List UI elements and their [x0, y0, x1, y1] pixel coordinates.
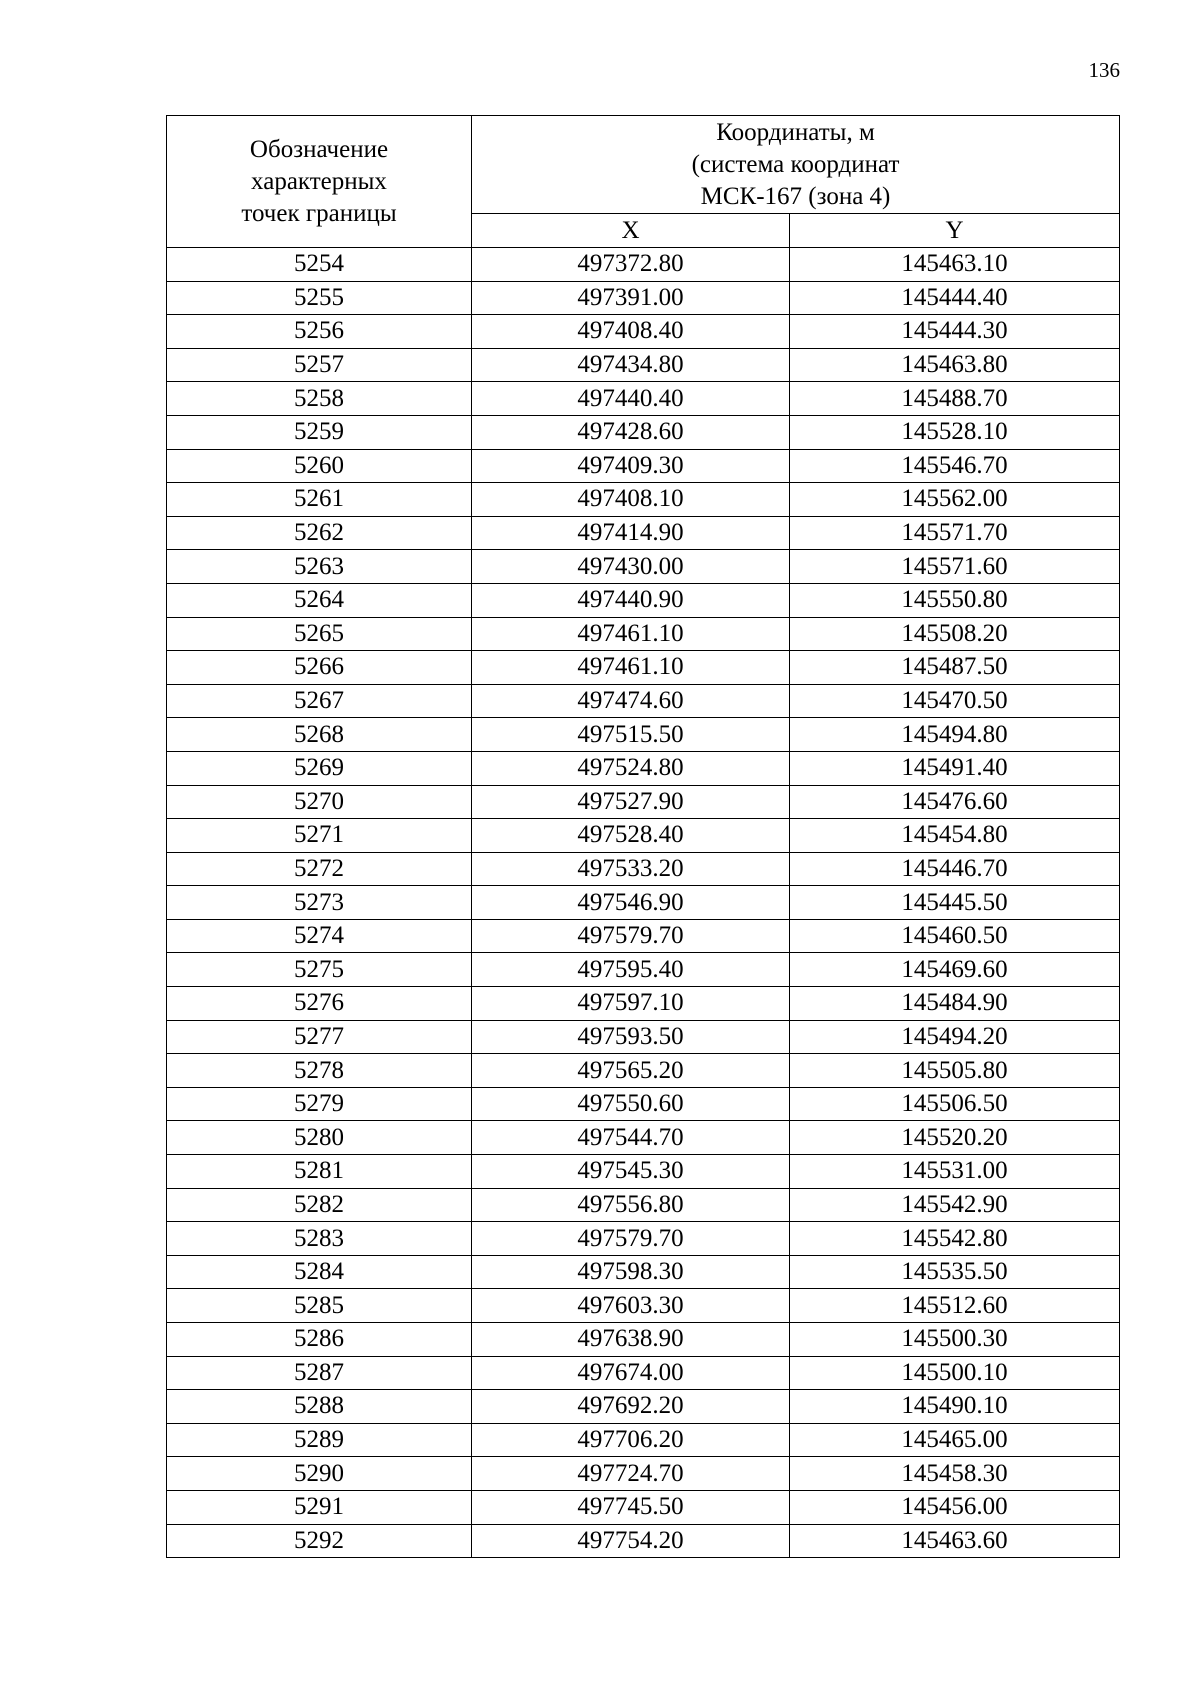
table-row: [167, 718, 1120, 752]
table-row: [167, 1323, 1120, 1357]
table-row: [167, 1188, 1120, 1222]
y-coordinate-cell: 145531.00: [790, 1155, 1120, 1189]
page-number: 136: [1088, 58, 1120, 82]
x-coordinate-cell: 497565.20: [472, 1054, 790, 1088]
y-coordinate-cell: 145463.10: [790, 248, 1120, 282]
point-cell: 5255: [167, 281, 472, 315]
point-cell: 5270: [167, 785, 472, 819]
y-coordinate-cell: 145465.00: [790, 1423, 1120, 1457]
x-coordinate-cell: 497579.70: [472, 1222, 790, 1256]
table-row: [167, 1121, 1120, 1155]
point-cell: 5268: [167, 718, 472, 752]
point-header-line: Обозначение: [249, 135, 389, 163]
point-cell: 5259: [167, 415, 472, 449]
point-cell: 5288: [167, 1390, 472, 1424]
point-designation-header: [167, 116, 472, 248]
table-row: [167, 1255, 1120, 1289]
table-row: [167, 1457, 1120, 1491]
x-coordinate-cell: 497550.60: [472, 1087, 790, 1121]
table-row: [167, 987, 1120, 1021]
x-coordinate-cell: 497408.40: [472, 315, 790, 349]
y-coordinate-cell: 145546.70: [790, 449, 1120, 483]
x-coordinate-cell: 497579.70: [472, 919, 790, 953]
x-coordinate-cell: 497409.30: [472, 449, 790, 483]
y-coordinate-cell: 145463.80: [790, 348, 1120, 382]
table-row: [167, 785, 1120, 819]
table-row: [167, 1524, 1120, 1558]
x-coordinate-cell: 497597.10: [472, 987, 790, 1021]
y-coordinate-cell: 145458.30: [790, 1457, 1120, 1491]
x-coordinate-cell: 497544.70: [472, 1121, 790, 1155]
point-cell: 5290: [167, 1457, 472, 1491]
y-coordinate-cell: 145542.90: [790, 1188, 1120, 1222]
x-coordinate-cell: 497556.80: [472, 1188, 790, 1222]
y-coordinate-cell: 145508.20: [790, 617, 1120, 651]
table-row: [167, 651, 1120, 685]
x-coordinate-cell: 497603.30: [472, 1289, 790, 1323]
point-cell: 5282: [167, 1188, 472, 1222]
table-row: [167, 1155, 1120, 1189]
point-cell: 5286: [167, 1323, 472, 1357]
point-cell: 5262: [167, 516, 472, 550]
x-coordinate-cell: 497430.00: [472, 550, 790, 584]
coordinates-table: [166, 115, 1120, 1558]
x-coordinate-cell: 497391.00: [472, 281, 790, 315]
table-row: [167, 617, 1120, 651]
x-coordinate-cell: 497372.80: [472, 248, 790, 282]
x-coordinate-cell: 497674.00: [472, 1356, 790, 1390]
point-cell: 5292: [167, 1524, 472, 1558]
point-cell: 5273: [167, 886, 472, 920]
table-row: [167, 1390, 1120, 1424]
y-coordinate-cell: 145460.50: [790, 919, 1120, 953]
y-coordinate-cell: 145484.90: [790, 987, 1120, 1021]
y-coordinate-cell: 145469.60: [790, 953, 1120, 987]
x-coordinate-cell: 497461.10: [472, 617, 790, 651]
y-coordinate-cell: 145506.50: [790, 1087, 1120, 1121]
table-row: [167, 1020, 1120, 1054]
x-coordinate-cell: 497546.90: [472, 886, 790, 920]
x-coordinate-cell: 497440.90: [472, 583, 790, 617]
table-row: [167, 583, 1120, 617]
x-coordinate-cell: 497434.80: [472, 348, 790, 382]
y-coordinate-cell: 145500.10: [790, 1356, 1120, 1390]
y-coordinate-cell: 145550.80: [790, 583, 1120, 617]
point-cell: 5264: [167, 583, 472, 617]
table-row: [167, 382, 1120, 416]
coords-header-line: Координаты, м: [716, 118, 875, 146]
x-coordinate-cell: 497692.20: [472, 1390, 790, 1424]
y-coordinate-cell: 145487.50: [790, 651, 1120, 685]
table-row: [167, 852, 1120, 886]
table-row: [167, 415, 1120, 449]
y-coordinate-cell: 145454.80: [790, 819, 1120, 853]
x-coordinate-cell: 497706.20: [472, 1423, 790, 1457]
point-cell: 5260: [167, 449, 472, 483]
point-cell: 5283: [167, 1222, 472, 1256]
table-row: [167, 1087, 1120, 1121]
point-cell: 5281: [167, 1155, 472, 1189]
y-coordinate-cell: 145490.10: [790, 1390, 1120, 1424]
y-coordinate-cell: 145446.70: [790, 852, 1120, 886]
y-coordinate-cell: 145535.50: [790, 1255, 1120, 1289]
y-coordinate-cell: 145456.00: [790, 1490, 1120, 1524]
point-cell: 5261: [167, 483, 472, 517]
point-cell: 5272: [167, 852, 472, 886]
table-row: [167, 1222, 1120, 1256]
point-cell: 5257: [167, 348, 472, 382]
x-coordinate-cell: 497461.10: [472, 651, 790, 685]
x-coordinate-cell: 497745.50: [472, 1490, 790, 1524]
y-coordinate-cell: 145562.00: [790, 483, 1120, 517]
x-column-header: X: [472, 214, 790, 248]
point-header-line: точек границы: [241, 199, 397, 227]
x-coordinate-cell: 497440.40: [472, 382, 790, 416]
point-cell: 5285: [167, 1289, 472, 1323]
point-cell: 5274: [167, 919, 472, 953]
table-row: [167, 348, 1120, 382]
y-coordinate-cell: 145470.50: [790, 684, 1120, 718]
point-header-line: характерных: [251, 167, 387, 195]
y-coordinate-cell: 145445.50: [790, 886, 1120, 920]
point-cell: 5289: [167, 1423, 472, 1457]
x-coordinate-cell: 497474.60: [472, 684, 790, 718]
y-coordinate-cell: 145542.80: [790, 1222, 1120, 1256]
x-coordinate-cell: 497414.90: [472, 516, 790, 550]
point-cell: 5267: [167, 684, 472, 718]
point-cell: 5276: [167, 987, 472, 1021]
point-cell: 5266: [167, 651, 472, 685]
table-row: [167, 281, 1120, 315]
table-body: [167, 248, 1120, 1558]
coords-header-line: МСК-167 (зона 4): [700, 182, 891, 210]
y-coordinate-cell: 145494.20: [790, 1020, 1120, 1054]
point-cell: 5265: [167, 617, 472, 651]
x-coordinate-cell: 497598.30: [472, 1255, 790, 1289]
table-row: [167, 919, 1120, 953]
table-row: [167, 1054, 1120, 1088]
x-coordinate-cell: 497528.40: [472, 819, 790, 853]
table-row: [167, 684, 1120, 718]
table-row: [167, 1356, 1120, 1390]
point-cell: 5258: [167, 382, 472, 416]
point-cell: 5277: [167, 1020, 472, 1054]
x-coordinate-cell: 497595.40: [472, 953, 790, 987]
y-coordinate-cell: 145491.40: [790, 751, 1120, 785]
x-coordinate-cell: 497428.60: [472, 415, 790, 449]
table-row: [167, 953, 1120, 987]
table-row: [167, 1423, 1120, 1457]
table-row: [167, 315, 1120, 349]
coordinates-header: [472, 116, 1120, 214]
y-coordinate-cell: 145520.20: [790, 1121, 1120, 1155]
table-row: [167, 819, 1120, 853]
coords-header-line: (система координат: [691, 150, 900, 178]
point-cell: 5269: [167, 751, 472, 785]
table-row: [167, 449, 1120, 483]
point-cell: 5271: [167, 819, 472, 853]
y-coordinate-cell: 145488.70: [790, 382, 1120, 416]
y-coordinate-cell: 145528.10: [790, 415, 1120, 449]
y-coordinate-cell: 145571.60: [790, 550, 1120, 584]
y-coordinate-cell: 145444.40: [790, 281, 1120, 315]
point-cell: 5263: [167, 550, 472, 584]
point-cell: 5256: [167, 315, 472, 349]
table-row: [167, 1289, 1120, 1323]
table-row: [167, 483, 1120, 517]
point-cell: 5278: [167, 1054, 472, 1088]
x-coordinate-cell: 497754.20: [472, 1524, 790, 1558]
x-coordinate-cell: 497593.50: [472, 1020, 790, 1054]
point-cell: 5287: [167, 1356, 472, 1390]
x-coordinate-cell: 497724.70: [472, 1457, 790, 1491]
point-cell: 5254: [167, 248, 472, 282]
x-coordinate-cell: 497524.80: [472, 751, 790, 785]
x-coordinate-cell: 497527.90: [472, 785, 790, 819]
point-cell: 5279: [167, 1087, 472, 1121]
y-coordinate-cell: 145494.80: [790, 718, 1120, 752]
x-coordinate-cell: 497533.20: [472, 852, 790, 886]
table-row: [167, 886, 1120, 920]
x-coordinate-cell: 497638.90: [472, 1323, 790, 1357]
y-coordinate-cell: 145571.70: [790, 516, 1120, 550]
table-row: [167, 550, 1120, 584]
point-cell: 5275: [167, 953, 472, 987]
y-coordinate-cell: 145444.30: [790, 315, 1120, 349]
table-row: [167, 516, 1120, 550]
y-coordinate-cell: 145505.80: [790, 1054, 1120, 1088]
x-coordinate-cell: 497515.50: [472, 718, 790, 752]
table-row: [167, 1490, 1120, 1524]
y-coordinate-cell: 145512.60: [790, 1289, 1120, 1323]
y-column-header: Y: [790, 214, 1120, 248]
x-coordinate-cell: 497545.30: [472, 1155, 790, 1189]
table-row: [167, 248, 1120, 282]
point-cell: 5284: [167, 1255, 472, 1289]
x-coordinate-cell: 497408.10: [472, 483, 790, 517]
point-cell: 5291: [167, 1490, 472, 1524]
y-coordinate-cell: 145476.60: [790, 785, 1120, 819]
y-coordinate-cell: 145463.60: [790, 1524, 1120, 1558]
y-coordinate-cell: 145500.30: [790, 1323, 1120, 1357]
table-row: [167, 751, 1120, 785]
point-cell: 5280: [167, 1121, 472, 1155]
